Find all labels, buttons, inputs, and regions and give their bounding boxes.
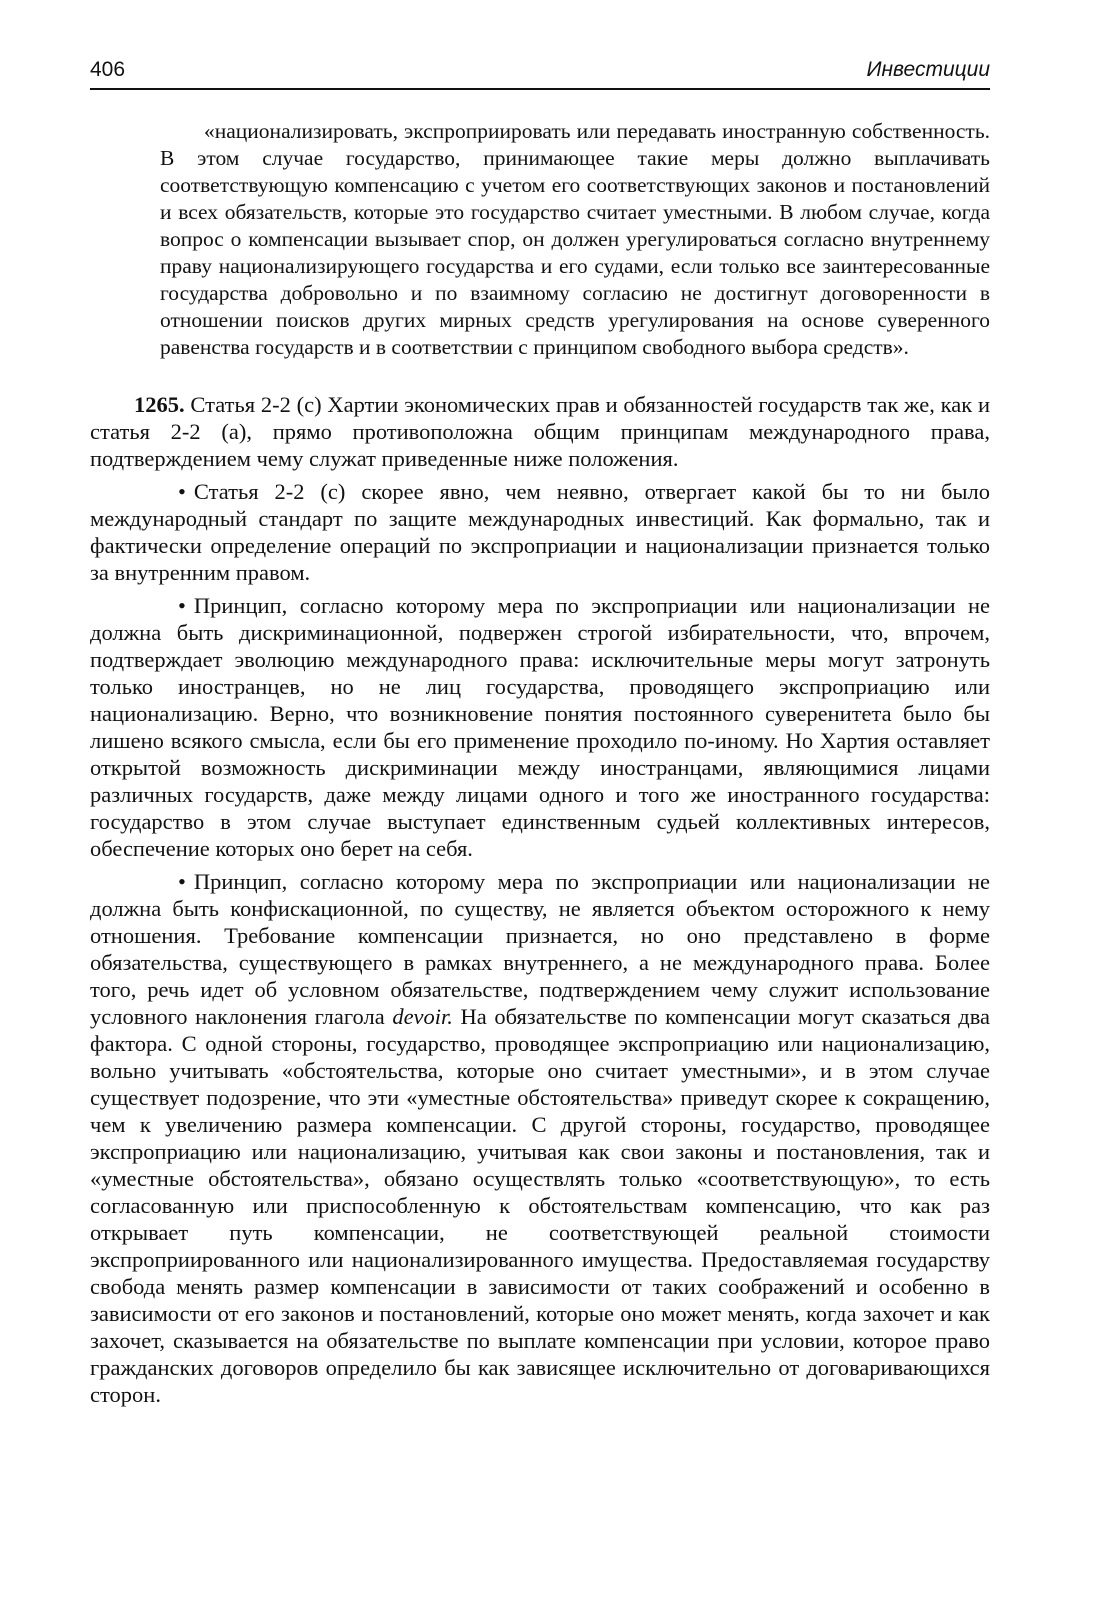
- bullet-icon: •: [178, 479, 186, 504]
- running-title: Инвестиции: [866, 58, 990, 81]
- book-page: [90, 58, 990, 1414]
- bullet-text-after: На обязательстве по компенсации могут сказаться два фактора. С одной стороны, государство, проводящее экспроприацию или национализацию, вольно учитывать «обстоятельства, которые оно считает уместными», и в этом случае существует подозрение, что эти «уместные обстоятельства» приведут скорее к сокращению, чем к увеличению размера компенсации. С другой стороны, государство, проводящее экспроприацию или национализацию, учитывая как свои законы и постановления, так и «уместные обстоятельства», обязано осуществлять только «соответствующую», то есть согласованную или приспособленную к обстоятельствам компенсацию, что как раз открывает путь компенсации, не соответствующей реальной стоимости экспроприированного или национализированного имущества. Предоставляемая государству свобода менять размер компенсации в зависимости от таких соображений и особенно в зависимости от его законов и постановлений, которые оно может менять, когда захочет и как захочет, сказывается на обязательстве по выплате компенсации при условии, которое право гражданских договоров определило бы как зависящее исключительно от договаривающихся сторон.: [90, 1004, 991, 1407]
- section-1265: [90, 391, 990, 1408]
- bullet-paragraph: [90, 478, 990, 586]
- bullet-icon: •: [178, 593, 186, 618]
- bullet-text: Принцип, согласно которому мера по экспроприации или национализации не должна быть дискриминационной, подвержен строгой избирательности, что, впрочем, подтверждает эволюцию международного права: исключительные меры могут затронуть только иностранцев, но не лиц государства, проводящего экспроприацию или национализацию. Верно, что возникновение понятия постоянного суверенитета было бы лишено всякого смысла, если бы его применение проходило по-иному. Но Хартия оставляет открытой возможность дискриминации между иностранцами, являющимися лицами различных государств, даже между лицами одного и того же иностранного государства: государство в этом случае выступает единственным судьей коллективных интересов, обеспечение которых оно берет на себя.: [90, 593, 990, 861]
- foreign-word: devoir.: [392, 1004, 453, 1029]
- bullet-paragraph: [90, 592, 990, 862]
- section-intro-paragraph: [90, 391, 990, 472]
- bullet-paragraph: [90, 868, 990, 1408]
- bullet-text: Статья 2-2 (с) скорее явно, чем неявно, отвергает какой бы то ни было международный стандарт по защите международных инвестиций. Как формально, так и фактически определение операций по экспроприации и национализации признается только за внутренним правом.: [90, 479, 990, 585]
- quoted-passage: «национализировать, экспроприировать или передавать иностранную собственность. В этом случае государство, принимающее такие меры должно выплачивать соответствующую компенсацию с учетом его соответствующих законов и постановлений и всех обязательств, которые это государство считает уместными. В любом случае, когда вопрос о компенсации вызывает спор, он должен урегулироваться согласно внутреннему праву национализирующего государства и его судами, если только все заинтересованные государства добровольно и по взаимному согласию не достигнут договоренности в отношении поисков других мирных средств урегулирования на основе суверенного равенства государств и в соответствии с принципом свободного выбора средств».: [160, 119, 990, 359]
- bullet-icon: •: [178, 869, 186, 894]
- page-number: 406: [90, 58, 126, 81]
- section-number: 1265.: [134, 392, 185, 417]
- page-header: [90, 58, 990, 90]
- bullet-text-before: Принцип, согласно которому мера по экспроприации или национализации не должна быть конфискационной, по существу, не является объектом осторожного к нему отношения. Требование компенсации признается, но оно представлено в форме обязательства, существующего в рамках внутреннего, а не международного права. Более того, речь идет об условном обязательстве, подтверждением чему служит использование условного наклонения глагола: [90, 869, 990, 1029]
- section-intro-text: Статья 2-2 (с) Хартии экономических прав и обязанностей государств так же, как и статья 2-2 (а), прямо противоположна общим принципам международного права, подтверждением чему служат приведенные ниже положения.: [90, 392, 990, 471]
